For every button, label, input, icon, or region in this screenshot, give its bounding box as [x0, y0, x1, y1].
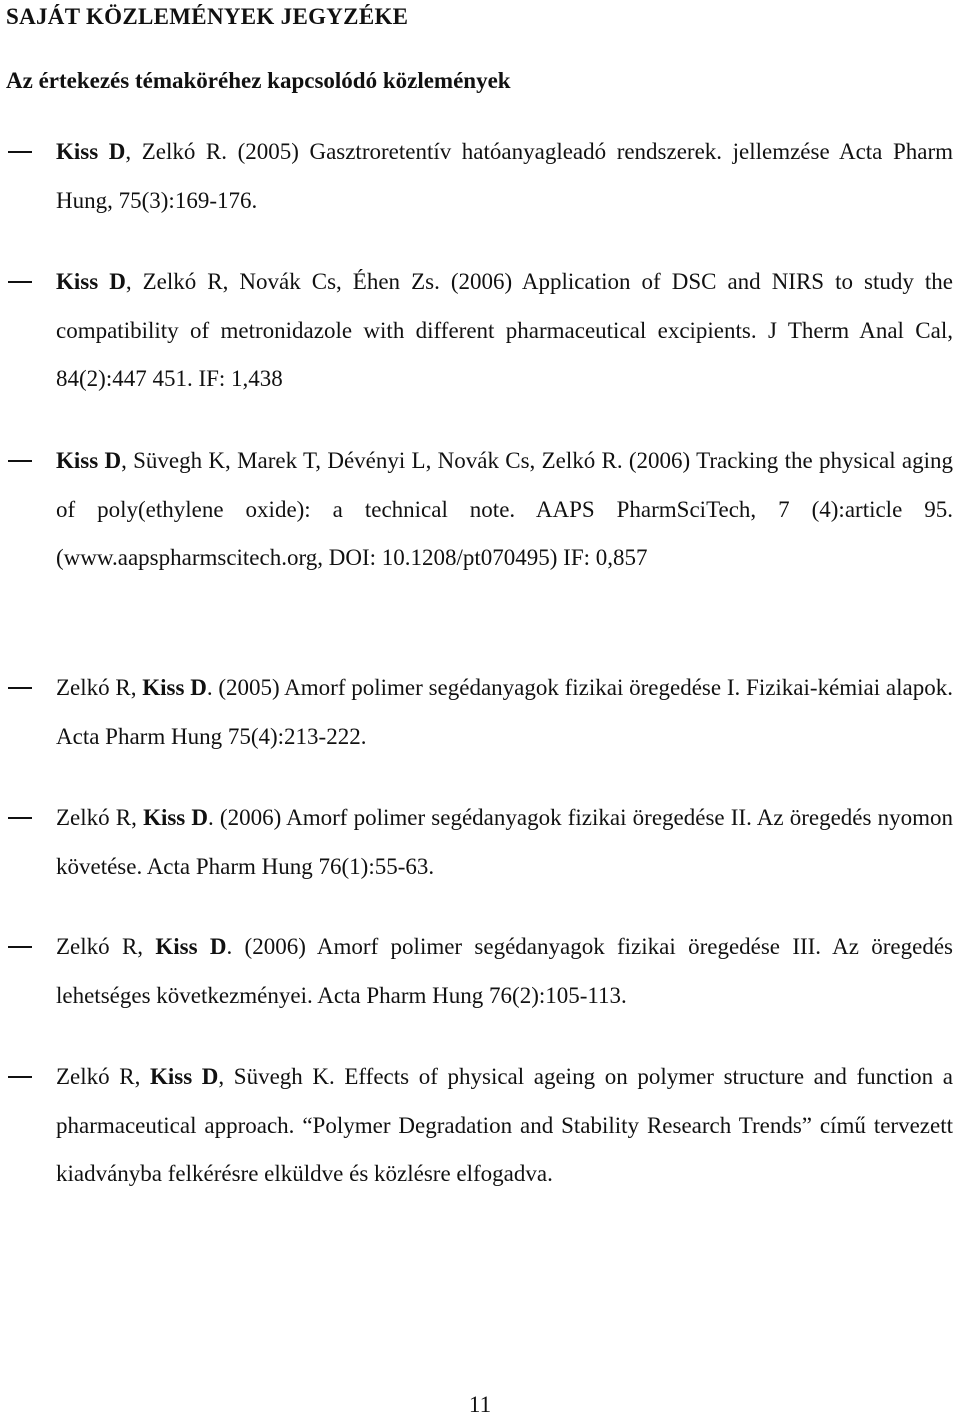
reference-text: Kiss D, Zelkó R. (2005) Gasztroretentív hatóanyagleadó rendszerek. jellemzése Acta Pharm Hung, 75(3):169-176.: [56, 139, 954, 213]
author-name: Kiss D: [143, 805, 209, 830]
page-title: SAJÁT KÖZLEMÉNYEK JEGYZÉKE: [6, 4, 409, 29]
author-name: Kiss D: [142, 675, 207, 700]
reference-text: Kiss D, Süvegh K, Marek T, Dévényi L, Novák Cs, Zelkó R. (2006) Tracking the physical aging of poly(ethylene oxide): a technical note. AAPS PharmSciTech, 7 (4):article 95. (www.aapspharmscitech.org, DOI: 10.1208/pt070495) IF: 0,857: [56, 448, 953, 570]
author-name: Kiss D: [56, 448, 122, 473]
reference-text: Zelkó R, Kiss D. (2006) Amorf polimer segédanyagok fizikai öregedése III. Az öregedés lehetséges következményei. Acta Pharm Hung 76(2):105-113.: [56, 934, 953, 1008]
section-heading: Az értekezés témaköréhez kapcsolódó közlemények: [6, 68, 511, 93]
reference-text: Kiss D, Zelkó R, Novák Cs, Éhen Zs. (2006) Application of DSC and NIRS to study the compatibility of metronidazole with different pharmaceutical excipients. J Therm Anal Cal, 84(2):447 451. IF: 1,438: [56, 269, 953, 391]
author-name: Kiss D: [155, 934, 227, 959]
bullet-dash-icon: [8, 1053, 32, 1101]
bullet-dash-icon: [8, 794, 32, 842]
reference-text: Zelkó R, Kiss D. (2006) Amorf polimer segédanyagok fizikai öregedése II. Az öregedés nyomon követése. Acta Pharm Hung 76(1):55-63.: [56, 805, 953, 879]
bullet-dash-icon: [8, 437, 32, 485]
author-name: Kiss D: [56, 269, 126, 294]
bullet-dash-icon: [8, 258, 32, 306]
author-name: Kiss D: [56, 139, 126, 164]
bullet-dash-icon: [8, 128, 32, 176]
bullet-dash-icon: [8, 923, 32, 971]
bullet-dash-icon: [8, 664, 32, 712]
page-number: 11: [468, 1392, 492, 1417]
reference-text: Zelkó R, Kiss D. (2005) Amorf polimer segédanyagok fizikai öregedése I. Fizikai-kémiai alapok. Acta Pharm Hung 75(4):213-222.: [56, 675, 953, 749]
author-name: Kiss D: [149, 1064, 219, 1089]
reference-text: Zelkó R, Kiss D, Süvegh K. Effects of physical ageing on polymer structure and function a pharmaceutical approach. “Polymer Degradation and Stability Research Trends” című tervezett kiadványba felkérésre elküldve és közlésre elfogadva.: [56, 1064, 953, 1186]
